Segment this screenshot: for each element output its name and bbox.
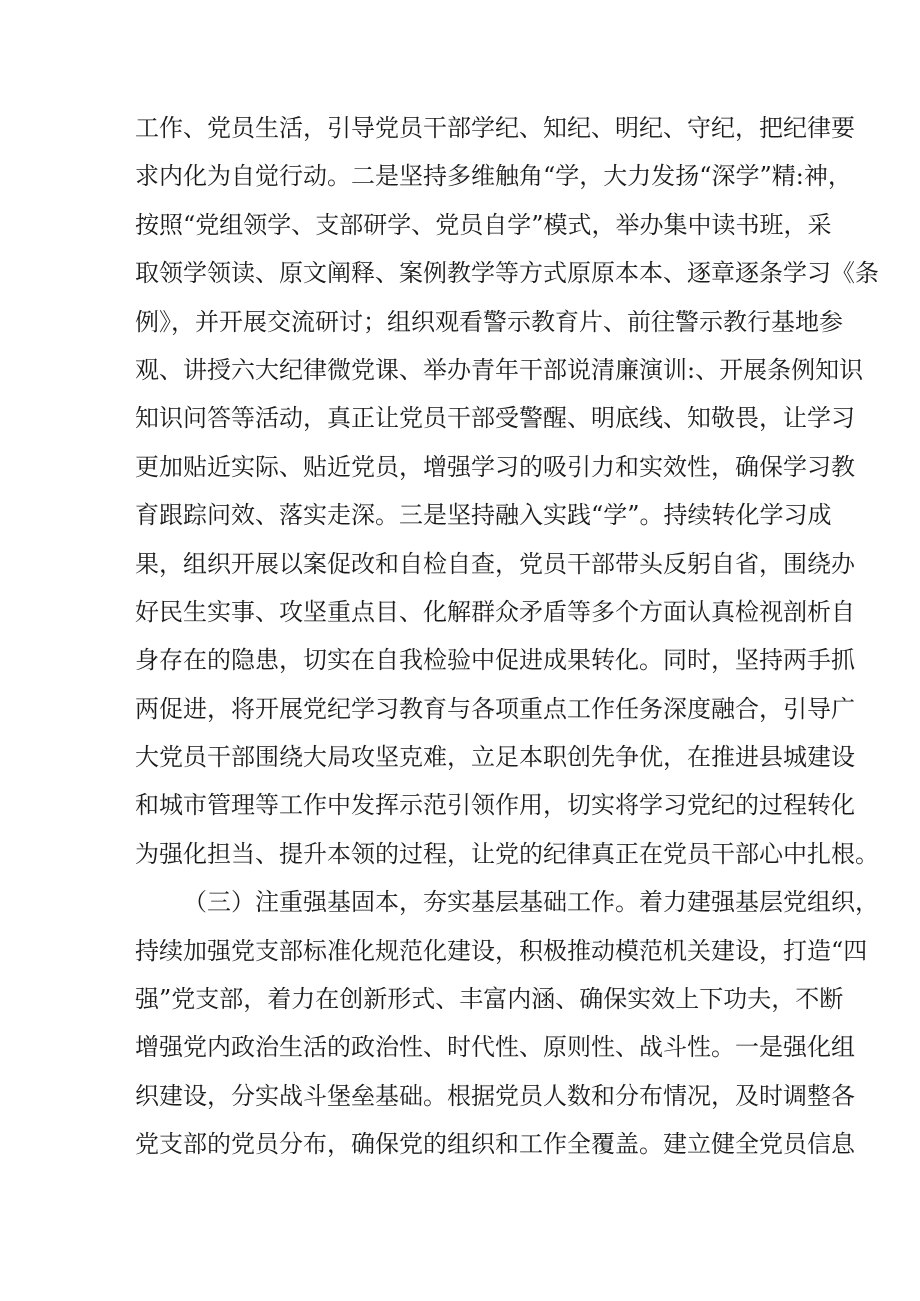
- text-line: 身存在的隐患，切实在自我检验中促进成果转化。同时，坚持两手抓: [135, 646, 855, 675]
- text-line: 求内化为自觉行动。二是坚持多维触角“学，大力发扬“深学”精:神，: [135, 162, 852, 191]
- text-line: 知识问答等活动，真正让党员干部受警醒、明底线、知敬畏，让学习: [135, 404, 855, 433]
- text-line: 和城市管理等工作中发挥示范引领作用，切实将学习党纪的过程转化: [135, 791, 855, 820]
- text-line: 强”党支部，着力在创新形式、丰富内涵、确保实效上下功夫，不断: [135, 985, 844, 1014]
- text-line: 例》，并开展交流研讨；组织观看警示教育片、前往警示教行基地参: [135, 307, 843, 336]
- text-line: 织建设，分实战斗堡垒基础。根据党员人数和分布情况，及时调整各: [135, 1081, 855, 1110]
- text-line: 两促进，将开展党纪学习教育与各项重点工作任务深度融合，引导广: [135, 694, 855, 723]
- text-line: 工作、党员生活，引导党员干部学纪、知纪、明纪、守纪，把纪律要: [135, 114, 855, 142]
- text-line: 增强党内政治生活的政治性、时代性、原则性、战斗性。一是强化组: [135, 1033, 855, 1062]
- text-line: 持续加强党支部标准化规范化建设，积极推动模范机关建设，打造“四: [135, 936, 868, 965]
- text-line: 取领学领读、原文阐释、案例教学等方式原原本本、逐章逐条学习《条: [135, 259, 879, 288]
- text-line: 大党员干部围绕大局攻坚克难，立足本职创先争优，在推进县城建设: [135, 743, 855, 772]
- text-line: 果，组织开展以案促改和自检自查，党员干部带头反躬自省，围绕办: [135, 549, 855, 578]
- text-line: 党支部的党员分布，确保党的组织和工作全覆盖。建立健全党员信息: [135, 1130, 855, 1159]
- section-heading-line: （三）注重强基固本，夯实基层基础工作。着力建强基层党组织，: [183, 888, 879, 917]
- text-line: 按照“党组领学、支部研学、党员自学”模式，举办集中读书班，采: [135, 210, 832, 239]
- text-line: 观、讲授六大纪律微党课、举办青年干部说清廉演训:、开展条例知识: [135, 355, 864, 384]
- text-line: 育跟踪问效、落实走深。三是坚持融入实践“学”。持续转化学习成: [135, 501, 832, 530]
- paragraph-end-line: 为强化担当、提升本领的过程，让党的纪律真正在党员干部心中扎根。: [135, 839, 879, 868]
- text-line: 好民生实事、攻坚重点目、化解群众矛盾等多个方面认真检视剖析自: [135, 597, 855, 626]
- text-line: 更加贴近实际、贴近党员，增强学习的吸引力和实效性，确保学习教: [135, 452, 855, 481]
- body-text: [135, 104, 879, 1169]
